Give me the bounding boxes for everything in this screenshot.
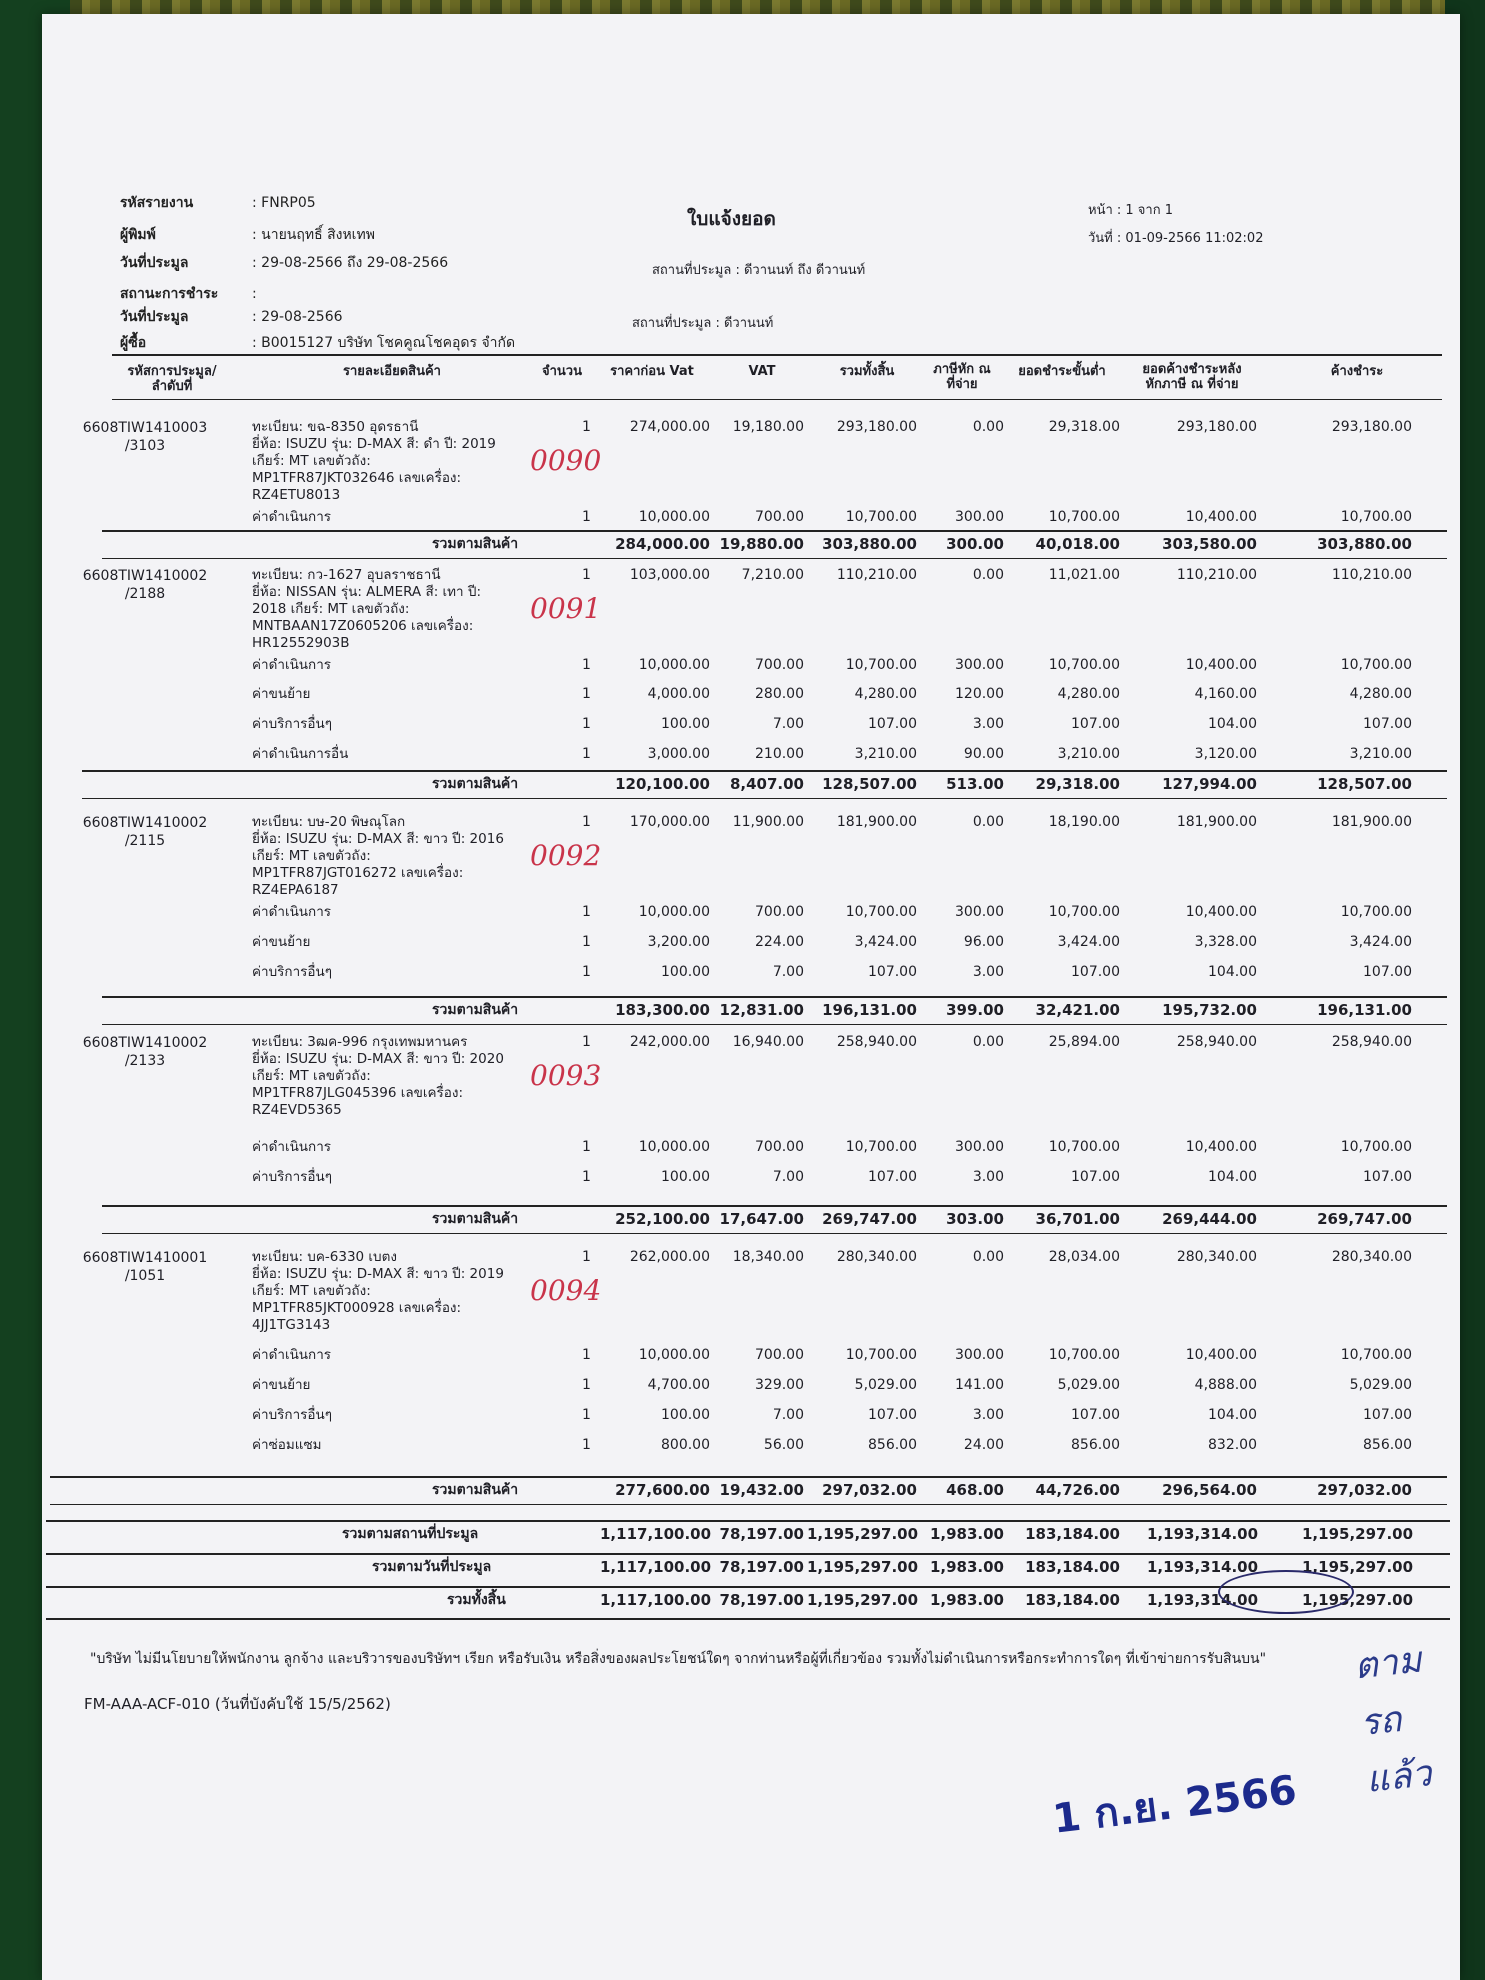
fee-row-val: 856.00 [868,1437,917,1453]
subtotal-row-val: 32,421.00 [1035,1001,1120,1019]
col-pre-vat: ราคาก่อน Vat [610,364,694,379]
fee-row-val: 24.00 [963,1437,1004,1453]
main-row-val: 29,318.00 [1048,419,1120,435]
fee-row-qty: 1 [582,1407,591,1423]
fee-row-val: 10,000.00 [638,1347,710,1363]
main-row-val: 258,940.00 [1176,1034,1257,1050]
fee-row-val: 3,424.00 [854,934,917,950]
fee-row-val: 5,029.00 [1057,1377,1120,1393]
total-row-val: 1,195,297.00 [1302,1558,1414,1576]
main-row-val: 274,000.00 [629,419,710,435]
fee-row-qty: 1 [582,1139,591,1155]
fee-row-val: 10,000.00 [638,509,710,525]
handwritten-lot-number: 0094 [530,1274,602,1307]
main-row-val: 0.00 [972,1249,1004,1265]
vehicle-description: ทะเบียน: บษ-20 พิษณุโลก ยี่ห้อ: ISUZU รุ่น: D-MAX สี: ขาว ปี: 2016 เกียร์: MT เลขตัวถัง: MP1TFR87JGT016272 เลขเครื่อง: RZ4EPA6187 [252,814,504,898]
fee-label: ค่าขนย้าย [252,934,311,950]
col-detail: รายละเอียดสินค้า [343,364,441,379]
fee-row-val: 210.00 [755,746,804,762]
main-row-val: 258,940.00 [836,1034,917,1050]
subtotal-rule [102,1233,1447,1234]
fee-label: ค่าบริการอื่นๆ [252,1407,333,1423]
fee-row-val: 329.00 [755,1377,804,1393]
fee-row-val: 10,700.00 [1340,904,1412,920]
total-row-val: 78,197.00 [719,1525,804,1543]
fee-row-val: 4,160.00 [1194,686,1257,702]
main-row-val: 11,021.00 [1048,567,1120,583]
subtotal-rule [82,770,1447,772]
fee-row-val: 100.00 [661,716,710,732]
fee-label: ค่าบริการอื่นๆ [252,964,333,980]
fee-row-qty: 1 [582,1377,591,1393]
subtotal-row-val: 8,407.00 [729,775,804,793]
header-bottom-rule [112,399,1442,400]
fee-row-val: 700.00 [755,1347,804,1363]
subtotal-rule [50,1504,1447,1505]
subtotal-row-val: 303,880.00 [822,535,917,553]
handwritten-signature: ตามรถแล้ว [1352,1639,1434,1801]
auction-code: 6608TIW1410002 /2188 [82,568,208,602]
subtotal-row-val: 303,880.00 [1317,535,1412,553]
fee-row-val: 856.00 [1071,1437,1120,1453]
fee-row-val: 107.00 [1071,1169,1120,1185]
header-top-rule [112,354,1442,356]
fee-row-val: 7.00 [772,1407,804,1423]
fee-label: ค่าดำเนินการ [252,509,332,525]
col-min-pay: ยอดชำระขั้นต่ำ [1018,364,1106,379]
subtotal-row-val: 399.00 [946,1001,1004,1019]
col-total: รวมทั้งสิ้น [839,364,895,379]
fee-row-val: 10,400.00 [1185,509,1257,525]
subtotal-row-val: 128,507.00 [822,775,917,793]
buyer: ผู้ซื้อ : B0015127 บริษัท โชคคูณโชคอุดร จำกัด [120,335,516,351]
total-row-val: 1,117,100.00 [600,1558,712,1576]
col-outstanding: ค้างชำระ [1330,364,1384,379]
fee-row-val: 700.00 [755,1139,804,1155]
subtotal-row-val: 252,100.00 [615,1210,710,1228]
fee-row-qty: 1 [582,964,591,980]
fee-row-val: 3.00 [972,1169,1004,1185]
subtotal-row-val: 120,100.00 [615,775,710,793]
col-wht: ภาษีหัก ณ ที่จ่าย [933,362,991,392]
fee-row-qty: 1 [582,934,591,950]
fee-row-val: 100.00 [661,1169,710,1185]
fee-row-qty: 1 [582,746,591,762]
fee-row-val: 10,700.00 [1048,657,1120,673]
fee-row-val: 3,210.00 [1057,746,1120,762]
fee-row-val: 107.00 [1071,964,1120,980]
main-row-qty: 1 [582,814,591,830]
handwritten-lot-number: 0092 [530,839,602,872]
total-row-val: 1,193,314.00 [1147,1525,1259,1543]
main-row-val: 170,000.00 [629,814,710,830]
main-row-val: 293,180.00 [1176,419,1257,435]
fee-row-val: 3.00 [972,1407,1004,1423]
fee-row-val: 10,700.00 [1340,1139,1412,1155]
col-code: รหัสการประมูล/ ลำดับที่ [127,364,217,394]
date-stamp: 1 ก.ย. 2566 [1050,1767,1300,1843]
main-row-val: 0.00 [972,814,1004,830]
subtotal-row-val: 296,564.00 [1162,1481,1257,1499]
fee-row-val: 56.00 [763,1437,804,1453]
total-row-val: 1,195,297.00 [807,1525,919,1543]
total-row-val: 183,184.00 [1025,1525,1120,1543]
main-row-val: 262,000.00 [629,1249,710,1265]
auction-date-range: วันที่ประมูล : 29-08-2566 ถึง 29-08-2566 [120,255,449,271]
main-row-val: 110,210.00 [1176,567,1257,583]
total-row-val: 183,184.00 [1025,1591,1120,1609]
fee-label: ค่าดำเนินการอื่น [252,746,349,762]
subtotal-rule [102,1205,1447,1207]
fee-row-val: 300.00 [955,1139,1004,1155]
total-row-val: 1,193,314.00 [1147,1591,1259,1609]
total-row-val: 1,983.00 [929,1558,1004,1576]
total-row-val: 1,195,297.00 [1302,1591,1414,1609]
subtotal-row-val: 29,318.00 [1035,775,1120,793]
report-code: รหัสรายงาน : FNRP05 [120,195,316,211]
fee-row-val: 3,210.00 [1349,746,1412,762]
fee-row-val: 7.00 [772,1169,804,1185]
subtotal-row-val: 36,701.00 [1035,1210,1120,1228]
fee-row-val: 104.00 [1208,716,1257,732]
fee-row-val: 100.00 [661,964,710,980]
main-row-val: 7,210.00 [741,567,804,583]
subtotal-row-val: 269,444.00 [1162,1210,1257,1228]
form-number: FM-AAA-ACF-010 (วันที่บังคับใช้ 15/5/2562) [84,1695,391,1713]
fee-row-val: 10,000.00 [638,1139,710,1155]
fee-row-val: 856.00 [1363,1437,1412,1453]
fee-row-val: 107.00 [868,964,917,980]
statement-sheet [42,14,1460,1980]
payment-status: สถานะการชำระ : [120,286,257,302]
fee-row-val: 10,700.00 [1340,657,1412,673]
fee-row-val: 7.00 [772,964,804,980]
subtotal-row-val: 196,131.00 [822,1001,917,1019]
fee-row-val: 4,280.00 [1057,686,1120,702]
fee-row-val: 700.00 [755,904,804,920]
policy-footnote: "บริษัท ไม่มีนโยบายให้พนักงาน ลูกจ้าง และบริวารของบริษัทฯ เรียก หรือรับเงิน หรือสิ่งของผลประโยชน์ใดๆ จากท่านหรือผู้ที่เกี่ยวข้อง รวมทั้งไม่ดำเนินการหรือกระทำการใดๆ ที่เข้าข่ายการรับสินบน" [90,1651,1267,1667]
fee-label: ค่าขนย้าย [252,686,311,702]
subtotal-row-val: 269,747.00 [822,1210,917,1228]
fee-row-val: 107.00 [1071,716,1120,732]
fee-label: ค่าซ่อมแซม [252,1437,322,1453]
total-row-val: 1,195,297.00 [807,1558,919,1576]
fee-row-qty: 1 [582,1169,591,1185]
fee-row-val: 107.00 [1363,964,1412,980]
fee-row-val: 107.00 [868,1169,917,1185]
fee-row-val: 280.00 [755,686,804,702]
col-vat: VAT [748,364,776,379]
vehicle-description: ทะเบียน: ขฉ-8350 อุดรธานี ยี่ห้อ: ISUZU รุ่น: D-MAX สี: ดำ ปี: 2019 เกียร์: MT เลขตัวถัง: MP1TFR87JKT032646 เลขเครื่อง: RZ4ETU8013 [252,419,496,503]
fee-row-val: 107.00 [1363,1169,1412,1185]
col-balance-after: ยอดค้างชำระหลัง หักภาษี ณ ที่จ่าย [1142,362,1242,392]
subtotal-row-val: 196,131.00 [1317,1001,1412,1019]
fee-row-val: 10,700.00 [845,509,917,525]
fee-row-val: 4,700.00 [647,1377,710,1393]
fee-row-val: 300.00 [955,657,1004,673]
subtotal-row-val: 303.00 [946,1210,1004,1228]
subtotal-row-val: 468.00 [946,1481,1004,1499]
auction-code: 6608TIW1410001 /1051 [82,1250,208,1284]
total-row-val: 78,197.00 [719,1558,804,1576]
main-row-val: 0.00 [972,419,1004,435]
main-row-qty: 1 [582,419,591,435]
subtotal-rule [102,1024,1447,1025]
fee-row-val: 4,888.00 [1194,1377,1257,1393]
subtotal-row-val: 195,732.00 [1162,1001,1257,1019]
fee-row-val: 700.00 [755,509,804,525]
main-row-val: 28,034.00 [1048,1249,1120,1265]
subtotal-row-val: 269,747.00 [1317,1210,1412,1228]
vehicle-description: ทะเบียน: 3ฒค-996 กรุงเทพมหานคร ยี่ห้อ: ISUZU รุ่น: D-MAX สี: ขาว ปี: 2020 เกียร์: MT เลขตัวถัง: MP1TFR87JLG045396 เลขเครื่อง: RZ4EVD5365 [252,1034,504,1118]
col-qty: จำนวน [542,364,582,379]
subtotal-row-val: 44,726.00 [1035,1481,1120,1499]
fee-row-val: 10,400.00 [1185,657,1257,673]
total-row-val: 1,117,100.00 [600,1525,712,1543]
fee-row-val: 3,424.00 [1349,934,1412,950]
main-row-val: 25,894.00 [1048,1034,1120,1050]
subtotal-label: รวมตามสินค้า [432,1002,519,1018]
fee-row-val: 10,700.00 [845,1347,917,1363]
fee-row-val: 300.00 [955,904,1004,920]
fee-row-val: 10,400.00 [1185,1347,1257,1363]
subtotal-row-val: 183,300.00 [615,1001,710,1019]
print-date: วันที่ : 01-09-2566 11:02:02 [1088,231,1264,246]
fee-label: ค่าบริการอื่นๆ [252,716,333,732]
subtotal-label: รวมตามสินค้า [432,776,519,792]
total-row-val: 1,195,297.00 [807,1591,919,1609]
total-row-val: 78,197.00 [719,1591,804,1609]
document-title: ใบแจ้งยอด [687,208,776,230]
total-rule [46,1520,1450,1522]
auction-place: สถานที่ประมูล : ดีวานนท์ [632,316,774,331]
fee-row-qty: 1 [582,1437,591,1453]
main-row-val: 293,180.00 [1331,419,1412,435]
subtotal-row-val: 40,018.00 [1035,535,1120,553]
fee-row-val: 10,000.00 [638,657,710,673]
fee-row-val: 4,280.00 [854,686,917,702]
main-row-val: 280,340.00 [1176,1249,1257,1265]
subtotal-row-val: 300.00 [946,535,1004,553]
main-row-val: 16,940.00 [732,1034,804,1050]
fee-row-val: 5,029.00 [854,1377,917,1393]
total-bottom-rule [46,1618,1450,1620]
fee-row-val: 120.00 [955,686,1004,702]
fee-row-val: 107.00 [1071,1407,1120,1423]
fee-row-val: 104.00 [1208,1407,1257,1423]
fee-row-val: 107.00 [1363,1407,1412,1423]
handwritten-lot-number: 0090 [530,444,602,477]
auction-date: วันที่ประมูล : 29-08-2566 [120,309,343,325]
fee-row-val: 107.00 [868,1407,917,1423]
main-row-val: 258,940.00 [1331,1034,1412,1050]
fee-row-qty: 1 [582,657,591,673]
fee-row-val: 3.00 [972,964,1004,980]
fee-row-val: 90.00 [963,746,1004,762]
main-row-val: 18,190.00 [1048,814,1120,830]
auction-code: 6608TIW1410002 /2133 [82,1035,208,1069]
fee-row-qty: 1 [582,686,591,702]
main-row-val: 110,210.00 [1331,567,1412,583]
fee-row-val: 10,700.00 [845,904,917,920]
main-row-qty: 1 [582,567,591,583]
page-number: หน้า : 1 จาก 1 [1088,203,1173,218]
fee-row-qty: 1 [582,509,591,525]
total-row-val: 1,195,297.00 [1302,1525,1414,1543]
subtotal-row-val: 12,831.00 [719,1001,804,1019]
main-row-val: 242,000.00 [629,1034,710,1050]
total-row-val: 183,184.00 [1025,1558,1120,1576]
total-rule [46,1553,1450,1555]
subtotal-row-val: 127,994.00 [1162,775,1257,793]
fee-row-val: 10,700.00 [1048,509,1120,525]
fee-row-val: 700.00 [755,657,804,673]
fee-row-val: 10,700.00 [845,1139,917,1155]
subtotal-row-val: 303,580.00 [1162,535,1257,553]
fee-label: ค่าบริการอื่นๆ [252,1169,333,1185]
fee-row-val: 10,700.00 [1048,904,1120,920]
main-row-val: 18,340.00 [732,1249,804,1265]
subtotal-row-val: 513.00 [946,775,1004,793]
main-row-val: 19,180.00 [732,419,804,435]
fee-row-val: 3,424.00 [1057,934,1120,950]
main-row-val: 0.00 [972,567,1004,583]
subtotal-rule [102,996,1447,998]
main-row-val: 181,900.00 [1331,814,1412,830]
fee-row-val: 832.00 [1208,1437,1257,1453]
main-row-qty: 1 [582,1034,591,1050]
subtotal-row-val: 17,647.00 [719,1210,804,1228]
fee-row-val: 10,700.00 [1048,1347,1120,1363]
fee-label: ค่าดำเนินการ [252,1347,332,1363]
total-label: รวมทั้งสิ้น [447,1592,506,1608]
fee-row-val: 3,120.00 [1194,746,1257,762]
main-row-val: 280,340.00 [836,1249,917,1265]
main-row-val: 181,900.00 [1176,814,1257,830]
fee-row-qty: 1 [582,716,591,732]
main-row-val: 181,900.00 [836,814,917,830]
fee-row-val: 4,280.00 [1349,686,1412,702]
fee-row-val: 300.00 [955,509,1004,525]
fee-row-val: 3,200.00 [647,934,710,950]
fee-row-val: 7.00 [772,716,804,732]
main-row-val: 280,340.00 [1331,1249,1412,1265]
fee-row-qty: 1 [582,904,591,920]
handwritten-lot-number: 0091 [530,592,602,625]
circled-total-mark [1218,1570,1354,1614]
total-label: รวมตามสถานที่ประมูล [342,1526,479,1542]
fee-row-val: 4,000.00 [647,686,710,702]
main-row-val: 11,900.00 [732,814,804,830]
fee-row-val: 10,000.00 [638,904,710,920]
fee-row-val: 3.00 [972,716,1004,732]
subtotal-row-val: 297,032.00 [1317,1481,1412,1499]
vehicle-description: ทะเบียน: กว-1627 อุบลราชธานี ยี่ห้อ: NISSAN รุ่น: ALMERA สี: เทา ปี: 2018 เกียร์: MT เลขตัวถัง: MNTBAAN17Z0605206 เลขเครื่อง: HR12552903B [252,567,482,651]
subtotal-row-val: 297,032.00 [822,1481,917,1499]
subtotal-rule [82,798,1447,799]
main-row-val: 0.00 [972,1034,1004,1050]
fee-row-val: 10,700.00 [1340,1347,1412,1363]
fee-row-val: 96.00 [963,934,1004,950]
fee-row-val: 10,700.00 [1048,1139,1120,1155]
fee-row-val: 10,400.00 [1185,904,1257,920]
fee-row-val: 3,000.00 [647,746,710,762]
subtotal-row-val: 128,507.00 [1317,775,1412,793]
fee-row-val: 300.00 [955,1347,1004,1363]
subtotal-rule [102,530,1447,532]
total-row-val: 1,117,100.00 [600,1591,712,1609]
fee-row-val: 5,029.00 [1349,1377,1412,1393]
total-label: รวมตามวันที่ประมูล [372,1559,492,1575]
subtotal-label: รวมตามสินค้า [432,536,519,552]
main-row-val: 103,000.00 [629,567,710,583]
fee-label: ค่าขนย้าย [252,1377,311,1393]
subtotal-rule [102,558,1447,559]
subtotal-row-val: 19,880.00 [719,535,804,553]
fee-label: ค่าดำเนินการ [252,904,332,920]
subtotal-label: รวมตามสินค้า [432,1211,519,1227]
fee-label: ค่าดำเนินการ [252,1139,332,1155]
handwritten-lot-number: 0093 [530,1059,602,1092]
subtotal-row-val: 19,432.00 [719,1481,804,1499]
subtotal-row-val: 284,000.00 [615,535,710,553]
total-row-val: 1,983.00 [929,1591,1004,1609]
fee-row-val: 141.00 [955,1377,1004,1393]
fee-row-val: 104.00 [1208,1169,1257,1185]
fee-row-val: 100.00 [661,1407,710,1423]
auction-place-range: สถานที่ประมูล : ดีวานนท์ ถึง ดีวานนท์ [652,263,866,278]
fee-row-val: 224.00 [755,934,804,950]
subtotal-rule [50,1476,1447,1478]
main-row-val: 293,180.00 [836,419,917,435]
fee-row-val: 104.00 [1208,964,1257,980]
fee-row-val: 10,700.00 [1340,509,1412,525]
fee-row-val: 3,210.00 [854,746,917,762]
fee-row-qty: 1 [582,1347,591,1363]
fee-row-val: 3,328.00 [1194,934,1257,950]
total-row-val: 1,193,314.00 [1147,1558,1259,1576]
main-row-qty: 1 [582,1249,591,1265]
fee-label: ค่าดำเนินการ [252,657,332,673]
printer: ผู้พิมพ์ : นายนฤทธิ์ สิงหเทพ [120,227,375,243]
fee-row-val: 107.00 [868,716,917,732]
fee-row-val: 800.00 [661,1437,710,1453]
auction-code: 6608TIW1410003 /3103 [82,420,208,454]
fee-row-val: 10,700.00 [845,657,917,673]
subtotal-row-val: 277,600.00 [615,1481,710,1499]
main-row-val: 110,210.00 [836,567,917,583]
fee-row-val: 10,400.00 [1185,1139,1257,1155]
subtotal-label: รวมตามสินค้า [432,1482,519,1498]
fee-row-val: 107.00 [1363,716,1412,732]
total-row-val: 1,983.00 [929,1525,1004,1543]
auction-code: 6608TIW1410002 /2115 [82,815,208,849]
vehicle-description: ทะเบียน: บค-6330 เบตง ยี่ห้อ: ISUZU รุ่น: D-MAX สี: ขาว ปี: 2019 เกียร์: MT เลขตัวถัง: MP1TFR85JKT000928 เลขเครื่อง: 4JJ1TG3143 [252,1249,504,1333]
